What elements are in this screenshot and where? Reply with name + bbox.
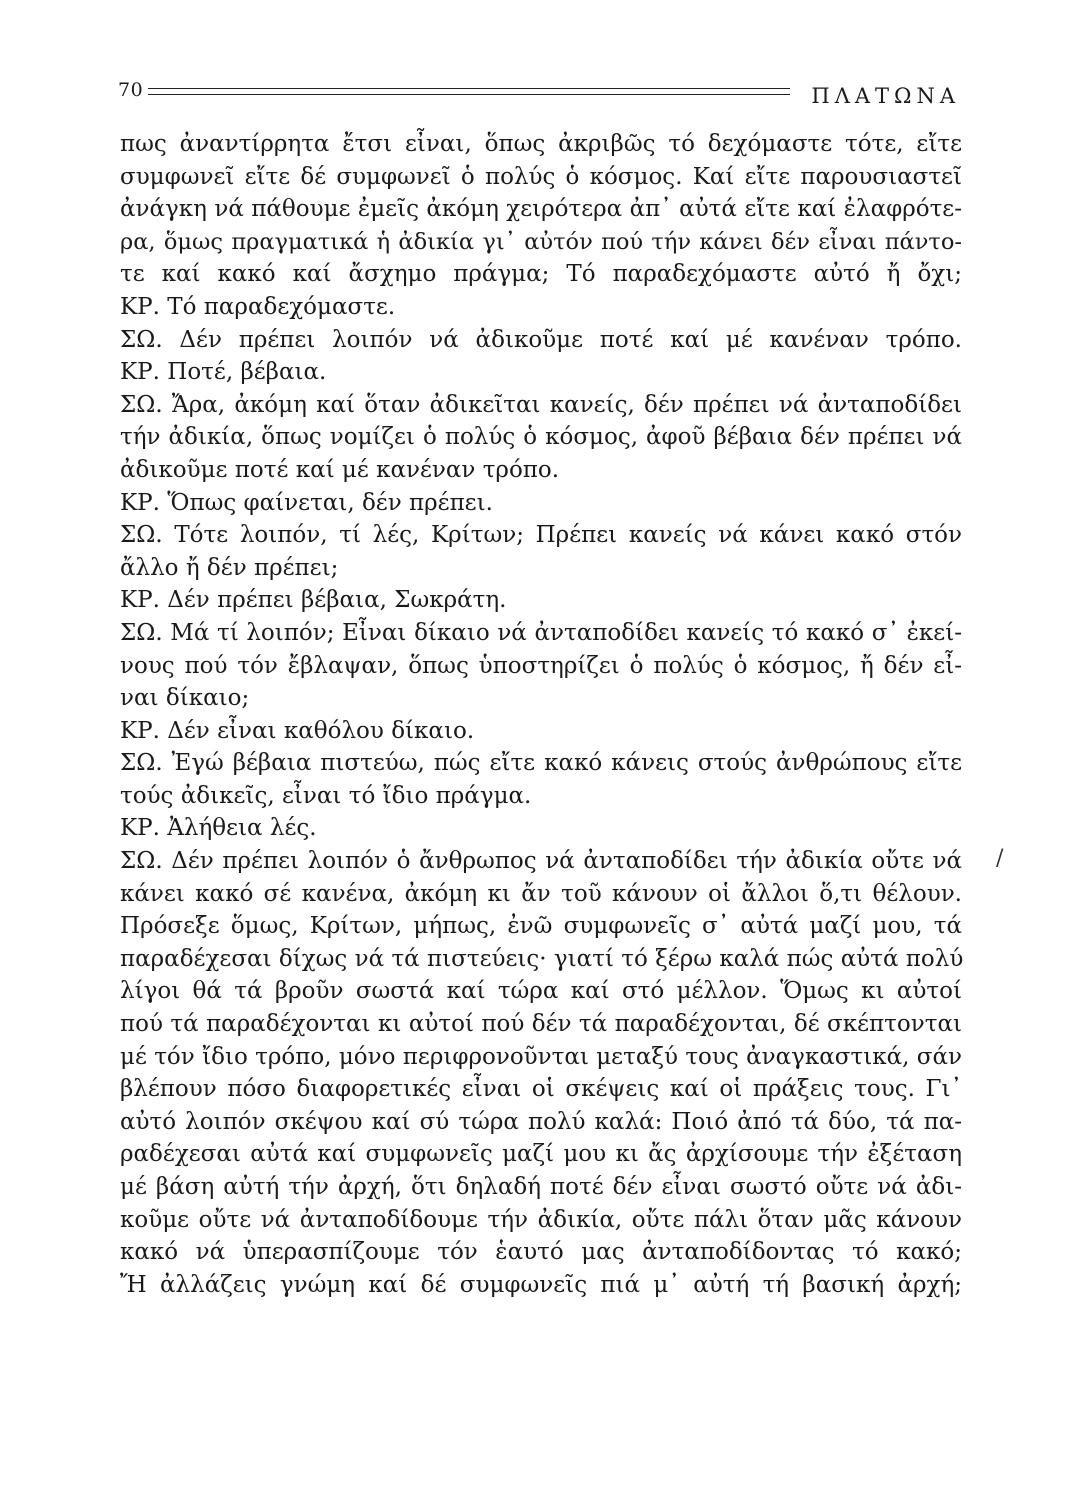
- text-line: ρα, ὅμως πραγματικά ἡ ἀδικία γι᾽ αὐτόν πού τήν κάνει δέν εἶναι πάντο-: [120, 228, 962, 255]
- text-line: συμφωνεῖ εἴτε δέ συμφωνεῖ ὁ πολύς ὁ κόσμος. Καί εἴτε παρουσιαστεῖ: [120, 163, 962, 190]
- text-line: λίγοι θά τά βροῦν σωστά καί τώρα καί στό μέλλον. Ὅμως κι αὐτοί: [120, 978, 962, 1005]
- text-line: πού τά παραδέχονται κι αὐτοί πού δέν τά παραδέχονται, δέ σκέπτονται: [120, 1011, 962, 1038]
- page-number: 70: [118, 79, 144, 101]
- speaker-line: ΚΡ. Τό παραδεχόμαστε.: [120, 293, 396, 320]
- running-title: ΠΛΑΤΩΝΑ: [811, 84, 960, 108]
- text-line: Πρόσεξε ὅμως, Κρίτων, μήπως, ἐνῶ συμφωνεῖς σ᾽ αὐτά μαζί μου, τά: [120, 913, 962, 940]
- speaker-line: ΚΡ. Ὅπως φαίνεται, δέν πρέπει.: [120, 489, 493, 516]
- speaker-line: ΚΡ. Ποτέ, βέβαια.: [120, 359, 327, 386]
- speaker-line: ΣΩ. Ἄρα, ἀκόμη καί ὅταν ἀδικεῖται κανείς, δέν πρέπει νά ἀνταποδίδει: [120, 391, 962, 418]
- text-line: νους πού τόν ἔβλαψαν, ὅπως ὑποστηρίζει ὁ πολύς ὁ κόσμος, ἤ δέν εἶ-: [120, 652, 962, 679]
- text-line: Ἤ ἀλλάζεις γνώμη καί δέ συμφωνεῖς πιά μ᾽ αὐτή τή βασική ἀρχή;: [120, 1271, 962, 1298]
- text-line: ραδέχεσαι αὐτά καί συμφωνεῖς μαζί μου κι ἄς ἀρχίσουμε τήν ἐξέταση: [120, 1141, 962, 1168]
- speaker-line: ΣΩ. Δέν πρέπει λοιπόν ὁ ἄνθρωπος νά ἀνταποδίδει τήν ἀδικία οὔτε νά: [120, 848, 962, 875]
- margin-pencil-mark: /: [996, 846, 1004, 871]
- speaker-line: ΣΩ. Δέν πρέπει λοιπόν νά ἀδικοῦμε ποτέ καί μέ κανέναν τρόπο.: [120, 326, 962, 353]
- text-line: ἄλλο ἤ δέν πρέπει;: [120, 554, 339, 581]
- text-line: τε καί κακό καί ἄσχημο πράγμα; Τό παραδεχόμαστε αὐτό ἤ ὄχι;: [120, 261, 962, 288]
- page-header: [118, 78, 960, 114]
- text-line: πως ἀναντίρρητα ἔτσι εἶναι, ὅπως ἀκριβῶς τό δεχόμαστε τότε, εἴτε: [120, 131, 962, 157]
- text-line: τήν ἀδικία, ὅπως νομίζει ὁ πολύς ὁ κόσμος, ἀφοῦ βέβαια δέν πρέπει νά: [120, 424, 962, 451]
- text-line: ἀδικοῦμε ποτέ καί μέ κανέναν τρόπο.: [120, 456, 560, 483]
- speaker-line: ΚΡ. Ἀλήθεια λές.: [120, 815, 317, 842]
- speaker-line: ΣΩ. Μά τί λοιπόν; Εἶναι δίκαιο νά ἀνταποδίδει κανείς τό κακό σ᾽ ἐκεί-: [120, 619, 962, 646]
- body-text: [120, 128, 962, 1301]
- text-line: μέ τόν ἴδιο τρόπο, μόνο περιφρονοῦνται μεταξύ τους ἀναγκαστικά, σάν: [120, 1043, 962, 1070]
- text-line: τούς ἀδικεῖς, εἶναι τό ἴδιο πράγμα.: [120, 782, 532, 809]
- text-line: κάνει κακό σέ κανένα, ἀκόμη κι ἄν τοῦ κάνουν οἱ ἄλλοι ὅ,τι θέλουν.: [120, 880, 962, 907]
- speaker-line: ΚΡ. Δέν εἶναι καθόλου δίκαιο.: [120, 717, 475, 744]
- text-line: βλέπουν πόσο διαφορετικές εἶναι οἱ σκέψεις καί οἱ πράξεις τους. Γι᾽: [120, 1076, 962, 1103]
- header-double-rule: [148, 88, 790, 95]
- text-line: κακό νά ὑπερασπίζουμε τόν ἑαυτό μας ἀνταποδίδοντας τό κακό;: [120, 1239, 962, 1266]
- speaker-line: ΣΩ. Τότε λοιπόν, τί λές, Κρίτων; Πρέπει κανείς νά κάνει κακό στόν: [120, 522, 962, 549]
- text-line: ἀνάγκη νά πάθουμε ἐμεῖς ἀκόμη χειρότερα ἀπ᾽ αὐτά εἴτε καί ἐλαφρότε-: [120, 196, 962, 223]
- text-line: αὐτό λοιπόν σκέψου καί σύ τώρα πολύ καλά: Ποιό ἀπό τά δύο, τά πα-: [120, 1108, 962, 1135]
- text-line: μέ βάση αὐτή τήν ἀρχή, ὅτι δηλαδή ποτέ δέν εἶναι σωστό οὔτε νά ἀδι-: [120, 1174, 962, 1200]
- text-line: κοῦμε οὔτε νά ἀνταποδίδουμε τήν ἀδικία, οὔτε πάλι ὅταν μᾶς κάνουν: [120, 1206, 962, 1233]
- speaker-line: ΣΩ. Ἐγώ βέβαια πιστεύω, πώς εἴτε κακό κάνεις στούς ἀνθρώπους εἴτε: [120, 750, 962, 777]
- speaker-line: ΚΡ. Δέν πρέπει βέβαια, Σωκράτη.: [120, 587, 507, 614]
- text-line: ναι δίκαιο;: [120, 685, 250, 712]
- text-line: παραδέχεσαι δίχως νά τά πιστεύεις· γιατί τό ξέρω καλά πώς αὐτά πολύ: [120, 945, 964, 972]
